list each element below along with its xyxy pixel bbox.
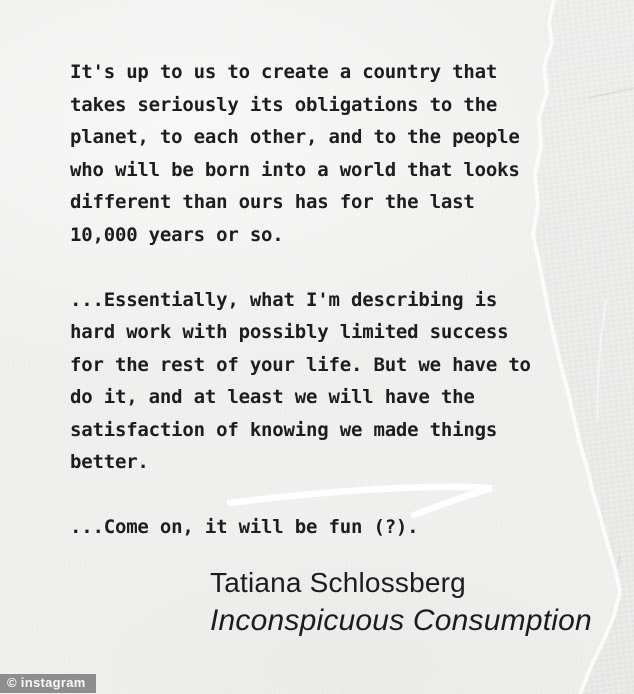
quote-text bbox=[70, 56, 570, 544]
attribution-block bbox=[210, 564, 592, 640]
quote-line: better. bbox=[70, 451, 149, 473]
quote-line: ...Come on, it will be fun (?). bbox=[70, 516, 419, 538]
quote-line: hard work with possibly limited success bbox=[70, 321, 509, 343]
attribution-work-title: Inconspicuous Consumption bbox=[210, 604, 592, 637]
quote-line: planet, to each other, and to the people bbox=[70, 126, 520, 148]
quote-line: different than ours has for the last bbox=[70, 191, 475, 213]
quote-line: do it, and at least we will have the bbox=[70, 386, 475, 408]
quote-line: It's up to us to create a country that bbox=[70, 61, 498, 83]
quote-line: for the rest of your life. But we have to bbox=[70, 353, 531, 376]
quote-paragraph-2 bbox=[70, 284, 570, 479]
attribution-author: Tatiana Schlossberg bbox=[210, 567, 466, 598]
quote-paragraph-1 bbox=[70, 56, 570, 251]
instagram-watermark-badge: © instagram bbox=[0, 674, 96, 693]
quote-line: 10,000 years or so. bbox=[70, 223, 284, 246]
white-brush-swoosh-icon bbox=[220, 475, 510, 525]
quote-line: ...Essentially, what I'm describing is bbox=[70, 288, 498, 311]
quote-line: satisfaction of knowing we made things bbox=[70, 418, 498, 441]
quote-line: who will be born into a world that looks bbox=[70, 158, 520, 181]
quote-line: takes seriously its obligations to the bbox=[70, 93, 498, 116]
